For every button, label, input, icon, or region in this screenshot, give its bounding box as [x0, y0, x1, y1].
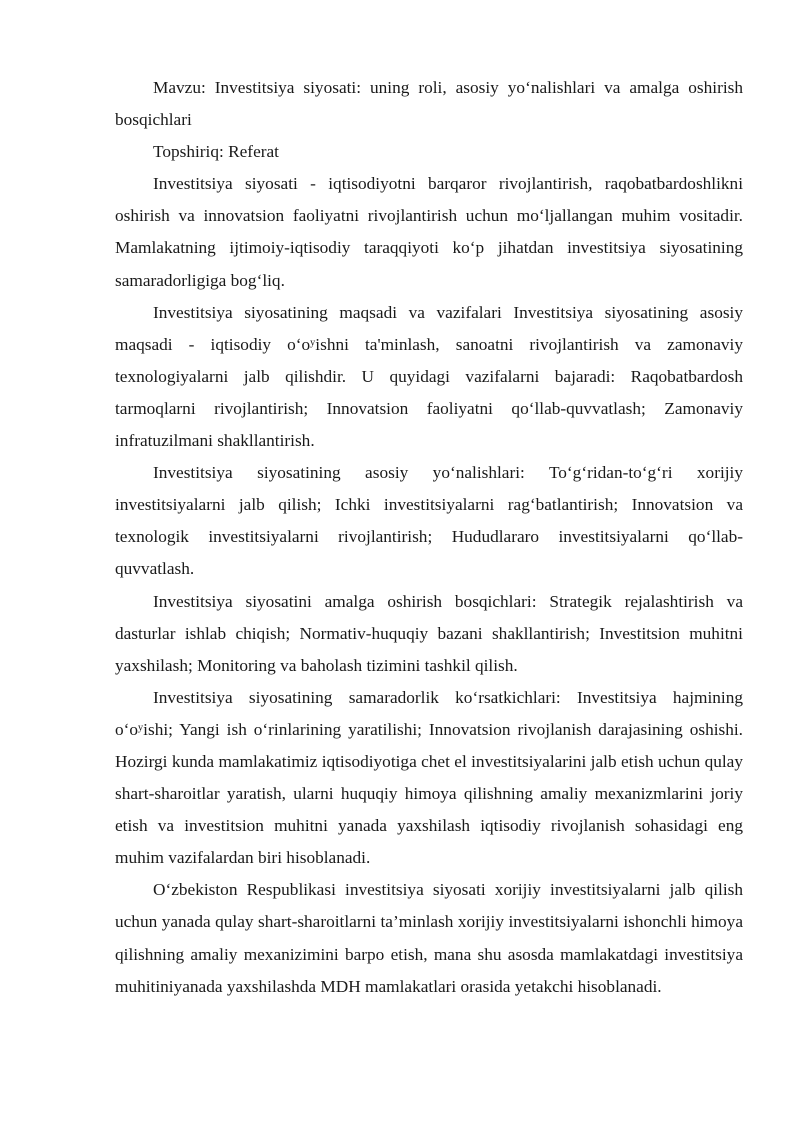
- indicators-paragraph: Investitsiya siyosatining samaradorlik ko‘rsatkichlari: Investitsiya hajmining o‘oʸishi; Yangi ish o‘rinlarining yaratilishi; Innovatsion rivojlanish darajasining oshishi. Hozirgi kunda mamlakatimiz iqtisodiyotiga chet el investitsiyalarini jalb etish uchun qulay shart-sharoitlar yaratish, ularni huquqiy himoya qilishning amaliy mexanizmlarini joriy etish va investitsion muhitni yanada yaxshilash iqtisodiy rivojlanish sohasidagi eng muhim vazifalardan biri hisoblanadi.: [115, 687, 743, 868]
- document-page: [115, 72, 743, 1003]
- conclusion-paragraph: O‘zbekiston Respublikasi investitsiya siyosati xorijiy investitsiyalarni jalb qilish uchun yanada qulay shart-sharoitlarni ta’minlash xorijiy investitsiyalarni ishonchli himoya qilishning amaliy mexanizimini barpo etish, mana shu asosda mamlakatdagi investitsiya muhitiniyanada yaxshilashda MDH mamlakatlari orasida yetakchi hisoblanadi.: [115, 880, 743, 996]
- assignment-paragraph: Topshiriq: Referat: [153, 142, 279, 162]
- directions-paragraph: Investitsiya siyosatining asosiy yo‘nalishlari: To‘g‘ridan-to‘g‘ri xorijiy investitsiyalarni jalb qilish; Ichki investitsiyalarni rag‘batlantirish; Innovatsion va texnologik investitsiyalarni rivojlantirish; Hududlararo investitsiyalarni qo‘llab-quvvatlash.: [115, 463, 743, 579]
- goals-paragraph: Investitsiya siyosatining maqsadi va vazifalari Investitsiya siyosatining asosiy maqsadi - iqtisodiy o‘oʸishni ta'minlash, sanoatni rivojlantirish va zamonaviy texnologiyalarni jalb qilishdir. U quyidagi vazifalarni bajaradi: Raqobatbardosh tarmoqlarni rivojlantirish; Innovatsion faoliyatni qo‘llab-quvvatlash; Zamonaviy infratuzilmani shakllantirish.: [115, 302, 743, 451]
- intro-paragraph: Investitsiya siyosati - iqtisodiyotni barqaror rivojlantirish, raqobatbardoshlikni oshirish va innovatsion faoliyatni rivojlantirish uchun mo‘ljallangan muhim vositadir. Mamlakatning ijtimoiy-iqtisodiy taraqqiyoti ko‘p jihatdan investitsiya siyosatining samaradorligiga bog‘liq.: [115, 174, 743, 290]
- stages-paragraph: Investitsiya siyosatini amalga oshirish bosqichlari: Strategik rejalashtirish va dasturlar ishlab chiqish; Normativ-huquqiy bazani shakllantirish; Investitsion muhitni yaxshilash; Monitoring va baholash tizimini tashkil qilish.: [115, 591, 743, 675]
- topic-paragraph: Mavzu: Investitsiya siyosati: uning roli, asosiy yo‘nalishlari va amalga oshirish bosqichlari: [115, 78, 743, 130]
